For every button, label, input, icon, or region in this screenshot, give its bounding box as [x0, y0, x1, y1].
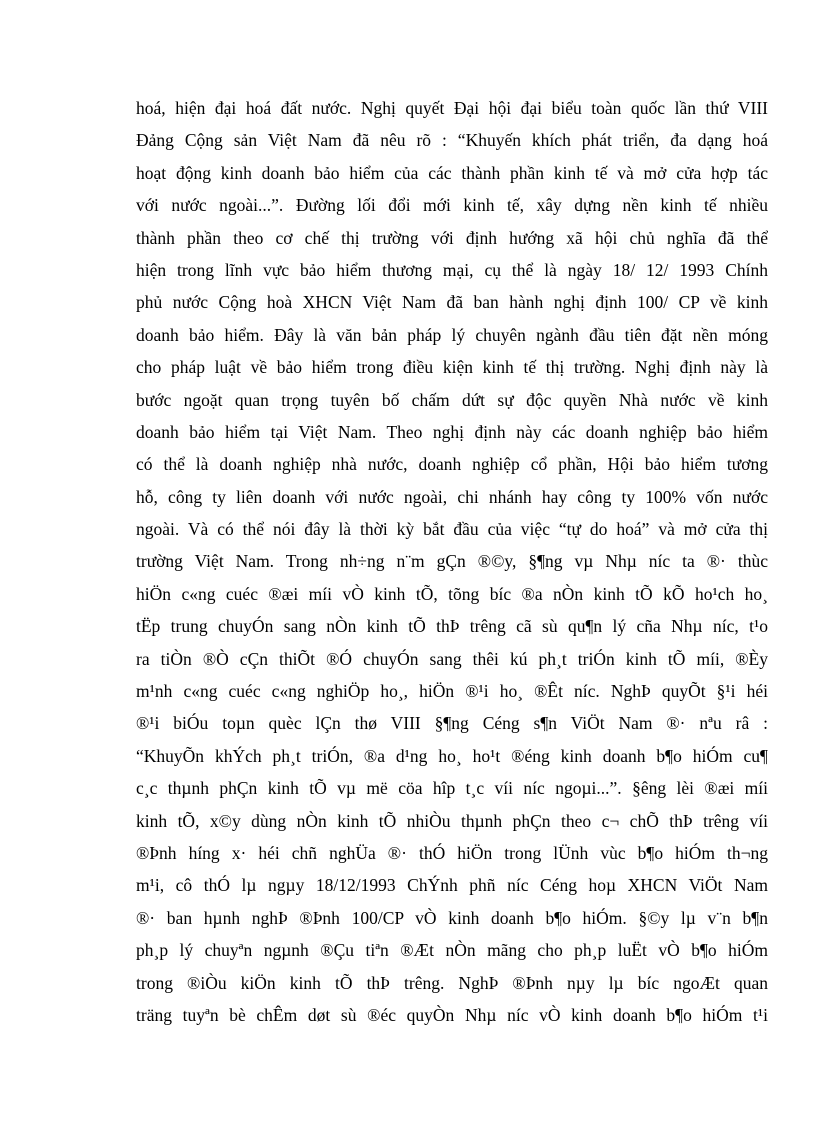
text-line: cho pháp luật về bảo hiểm trong điều kiện kinh tế thị trường. Nghị định này là [136, 357, 768, 378]
text-line: ra tiÒn ®Ò cÇn thiÕt ®Ó chuyÓn sang thêi kú ph¸t triÓn kinh tÕ míi, ®Èy [136, 648, 768, 669]
text-line: hỗ, công ty liên doanh với nước ngoài, chi nhánh hay công ty 100% vốn nước [136, 486, 768, 507]
text-line: ph¸p lý chuyªn ngµnh ®Çu tiªn ®Æt nÒn mãng cho ph¸p luËt vÒ b¶o hiÓm [136, 940, 768, 961]
text-line: träng tuyªn bè chÊm døt sù ®éc quyÒn Nhµ níc vÒ kinh doanh b¶o hiÓm t¹i [136, 1004, 768, 1025]
text-line: với nước ngoài...”. Đường lối đổi mới kinh tế, xây dựng nền kinh tế nhiều [136, 195, 768, 216]
text-line: trong ®iÒu kiÖn kinh tÕ thÞ trêng. NghÞ ®Þnh nµy lµ bíc ngoÆt quan [136, 972, 768, 993]
text-line: thành phần theo cơ chế thị trường với định hướng xã hội chủ nghĩa đã thể [136, 227, 768, 248]
text-line: ®¹i biÓu toµn quèc lÇn thø VIII §¶ng Céng s¶n ViÖt Nam ®· nªu râ : [136, 713, 768, 734]
text-line: ngoài. Và có thể nói đây là thời kỳ bắt đầu của việc “tự do hoá” và mở cửa thị [136, 519, 768, 540]
text-line: “KhuyÕn khÝch ph¸t triÓn, ®a d¹ng ho¸ ho¹t ®éng kinh doanh b¶o hiÓm cu¶ [136, 745, 768, 766]
text-line: m¹i, cô thÓ lµ ngµy 18/12/1993 ChÝnh phñ níc Céng hoµ XHCN ViÖt Nam [136, 875, 768, 896]
text-line: Đảng Cộng sản Việt Nam đã nêu rõ : “Khuyến khích phát triển, đa dạng hoá [136, 130, 768, 151]
text-line: kinh tÕ, x©y dùng nÒn kinh tÕ nhiÒu thµnh phÇn theo c¬ chÕ thÞ trêng víi [136, 810, 768, 831]
text-line: doanh bảo hiểm tại Việt Nam. Theo nghị định này các doanh nghiệp bảo hiểm [136, 421, 768, 442]
text-line: tËp trung chuyÓn sang nÒn kinh tÕ thÞ trêng cã sù qu¶n lý cña Nhµ níc, t¹o [136, 616, 768, 637]
text-line: phủ nước Cộng hoà XHCN Việt Nam đã ban hành nghị định 100/ CP về kinh [136, 292, 768, 313]
text-line: m¹nh c«ng cuéc c«ng nghiÖp ho¸, hiÖn ®¹i ho¸ ®Êt níc. NghÞ quyÕt §¹i héi [136, 681, 768, 702]
text-line: c¸c thµnh phÇn kinh tÕ vµ më cöa hîp t¸c víi níc ngoµi...”. §êng lèi ®æi míi [136, 778, 768, 799]
text-line: ®Þnh híng x· héi chñ nghÜa ®· thÓ hiÖn trong lÜnh vùc b¶o hiÓm th¬ng [136, 842, 768, 863]
text-line: bước ngoặt quan trọng tuyên bố chấm dứt sự độc quyền Nhà nước về kinh [136, 389, 768, 410]
text-line: ®· ban hµnh nghÞ ®Þnh 100/CP vÒ kinh doanh b¶o hiÓm. §©y lµ v¨n b¶n [136, 907, 768, 928]
text-line: hiện trong lĩnh vực bảo hiểm thương mại, cụ thể là ngày 18/ 12/ 1993 Chính [136, 259, 768, 280]
text-line: hoạt động kinh doanh bảo hiểm của các thành phần kinh tế và mở cửa hợp tác [136, 162, 768, 183]
text-line: có thể là doanh nghiệp nhà nước, doanh nghiệp cổ phần, Hội bảo hiểm tương [136, 454, 768, 475]
text-line: hiÖn c«ng cuéc ®æi míi vÒ kinh tÕ, tõng bíc ®a nÒn kinh tÕ kÕ ho¹ch ho¸ [136, 583, 768, 604]
text-line: hoá, hiện đại hoá đất nước. Nghị quyết Đại hội đại biểu toàn quốc lần thứ VIII [136, 98, 768, 118]
text-line: trường Việt Nam. Trong nh÷ng n¨m gÇn ®©y, §¶ng vµ Nhµ níc ta ®· thùc [136, 551, 768, 572]
body-text [136, 92, 768, 1031]
text-line: doanh bảo hiểm. Đây là văn bản pháp lý chuyên ngành đầu tiên đặt nền móng [136, 324, 768, 345]
